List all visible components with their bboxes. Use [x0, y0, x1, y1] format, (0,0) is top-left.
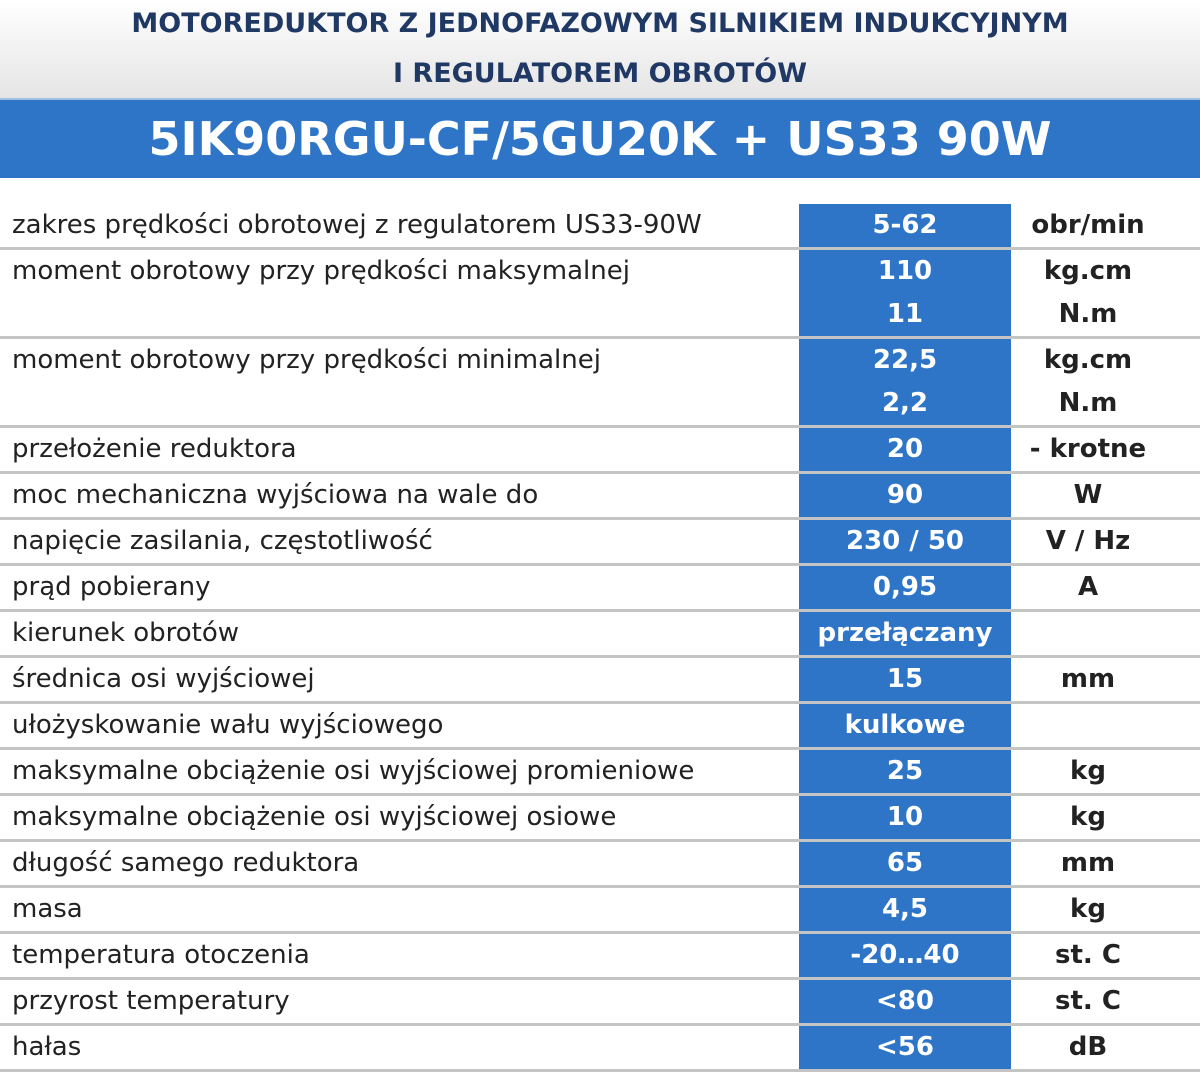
spec-value: 110	[877, 256, 933, 286]
spec-unit-cell	[1013, 980, 1163, 1023]
spec-value: 22,5	[872, 345, 938, 375]
spec-row	[0, 204, 1200, 250]
spec-unit	[1013, 704, 1163, 747]
spec-value: 10	[886, 802, 924, 832]
title-header	[0, 0, 1200, 100]
spec-unit: kg	[1070, 756, 1106, 786]
spec-row	[0, 796, 1200, 842]
spec-value-cell	[799, 1026, 1011, 1069]
spec-value: 5-62	[872, 210, 938, 240]
spec-value: <56	[876, 1032, 934, 1062]
spec-value: 65	[886, 848, 924, 878]
spec-unit: kg.cm	[1043, 256, 1133, 286]
spec-value-cell	[799, 980, 1011, 1023]
spec-row	[0, 474, 1200, 520]
spec-value: 2,2	[881, 388, 929, 418]
spec-unit: A	[1077, 572, 1099, 602]
spec-value-cell	[799, 934, 1011, 977]
spec-unit-cell	[1013, 796, 1163, 839]
spec-label: napięcie zasilania, częstotliwość	[12, 526, 433, 556]
spec-row	[0, 704, 1200, 750]
spec-unit: dB	[1068, 1032, 1108, 1062]
spec-value-cell	[799, 339, 1011, 425]
spec-value: 90	[886, 480, 924, 510]
spec-label: średnica osi wyjściowej	[12, 664, 315, 694]
spec-row	[0, 250, 1200, 339]
spec-value-cell	[799, 704, 1011, 747]
spec-value: 0,95	[872, 572, 938, 602]
spec-value: 11	[886, 299, 924, 329]
spec-value: przełączany	[817, 618, 993, 648]
spec-value-cell	[799, 658, 1011, 701]
spec-value: kulkowe	[844, 710, 966, 740]
spec-unit-cell	[1013, 704, 1163, 747]
spec-value-cell	[799, 520, 1011, 563]
spec-row	[0, 658, 1200, 704]
spec-unit-cell	[1013, 339, 1163, 425]
spec-row	[0, 888, 1200, 934]
spec-label: hałas	[12, 1032, 82, 1062]
spec-value-cell	[799, 750, 1011, 793]
spec-unit: W	[1073, 480, 1103, 510]
spec-value-cell	[799, 888, 1011, 931]
spec-unit: V / Hz	[1045, 526, 1131, 556]
spec-row	[0, 428, 1200, 474]
spec-unit-cell	[1013, 842, 1163, 885]
spec-value: 15	[886, 664, 924, 694]
spec-label: temperatura otoczenia	[12, 940, 310, 970]
spec-label: maksymalne obciążenie osi wyjściowej promieniowe	[12, 756, 695, 786]
spec-value: 25	[886, 756, 924, 786]
spec-value-cell	[799, 428, 1011, 471]
spec-value: 4,5	[881, 894, 929, 924]
spec-unit-cell	[1013, 750, 1163, 793]
spec-unit: kg	[1070, 802, 1106, 832]
spec-label: przełożenie reduktora	[12, 434, 297, 464]
spec-label: masa	[12, 894, 83, 924]
spec-unit: st. C	[1055, 940, 1121, 970]
spec-row	[0, 566, 1200, 612]
spec-unit-cell	[1013, 934, 1163, 977]
spec-row	[0, 934, 1200, 980]
spec-label: zakres prędkości obrotowej z regulatorem US33-90W	[12, 210, 702, 240]
spec-unit: mm	[1060, 664, 1116, 694]
spec-label: moment obrotowy przy prędkości minimalnej	[12, 345, 601, 375]
spec-unit: - krotne	[1029, 434, 1147, 464]
spec-value-cell	[799, 796, 1011, 839]
spec-value: 230 / 50	[845, 526, 965, 556]
spec-unit-cell	[1013, 566, 1163, 609]
spec-unit	[1013, 612, 1163, 655]
spec-value-cell	[799, 204, 1011, 247]
spec-unit: obr/min	[1031, 210, 1145, 240]
spec-row	[0, 520, 1200, 566]
spec-label: moc mechaniczna wyjściowa na wale do	[12, 480, 539, 510]
spec-label: kierunek obrotów	[12, 618, 240, 648]
spec-unit-cell	[1013, 1026, 1163, 1069]
spec-unit: N.m	[1058, 299, 1118, 329]
title-line-1: MOTOREDUKTOR Z JEDNOFAZOWYM SILNIKIEM INDUKCYJNYM	[131, 8, 1069, 39]
spec-unit-cell	[1013, 520, 1163, 563]
spec-row	[0, 842, 1200, 888]
model-banner: 5IK90RGU-CF/5GU20K + US33 90W	[0, 98, 1200, 178]
title-line-2: I REGULATOREM OBROTÓW	[392, 58, 808, 89]
spec-unit-cell	[1013, 612, 1163, 655]
spec-table	[0, 204, 1200, 1072]
spec-value-cell	[799, 842, 1011, 885]
spec-unit-cell	[1013, 474, 1163, 517]
spec-unit-cell	[1013, 204, 1163, 247]
spec-unit: kg	[1070, 894, 1106, 924]
spec-value: <80	[876, 986, 934, 1016]
spec-row	[0, 750, 1200, 796]
spec-unit-cell	[1013, 428, 1163, 471]
spec-value-cell	[799, 612, 1011, 655]
spec-unit-cell	[1013, 250, 1163, 336]
spec-unit: mm	[1060, 848, 1116, 878]
spec-row	[0, 1026, 1200, 1072]
spec-unit-cell	[1013, 658, 1163, 701]
spec-row	[0, 612, 1200, 658]
spec-label: moment obrotowy przy prędkości maksymalnej	[12, 256, 630, 286]
spec-row	[0, 980, 1200, 1026]
spec-unit: N.m	[1058, 388, 1118, 418]
spec-value: 20	[886, 434, 924, 464]
spec-value: -20…40	[850, 940, 960, 970]
spec-label: prąd pobierany	[12, 572, 211, 602]
spec-unit: st. C	[1055, 986, 1121, 1016]
spec-unit-cell	[1013, 888, 1163, 931]
spec-label: maksymalne obciążenie osi wyjściowej osiowe	[12, 802, 617, 832]
spec-value-cell	[799, 474, 1011, 517]
spec-row	[0, 339, 1200, 428]
spec-value-cell	[799, 566, 1011, 609]
spec-value-cell	[799, 250, 1011, 336]
spec-label: ułożyskowanie wału wyjściowego	[12, 710, 444, 740]
spec-label: przyrost temperatury	[12, 986, 290, 1016]
spec-label: długość samego reduktora	[12, 848, 360, 878]
spec-unit: kg.cm	[1043, 345, 1133, 375]
